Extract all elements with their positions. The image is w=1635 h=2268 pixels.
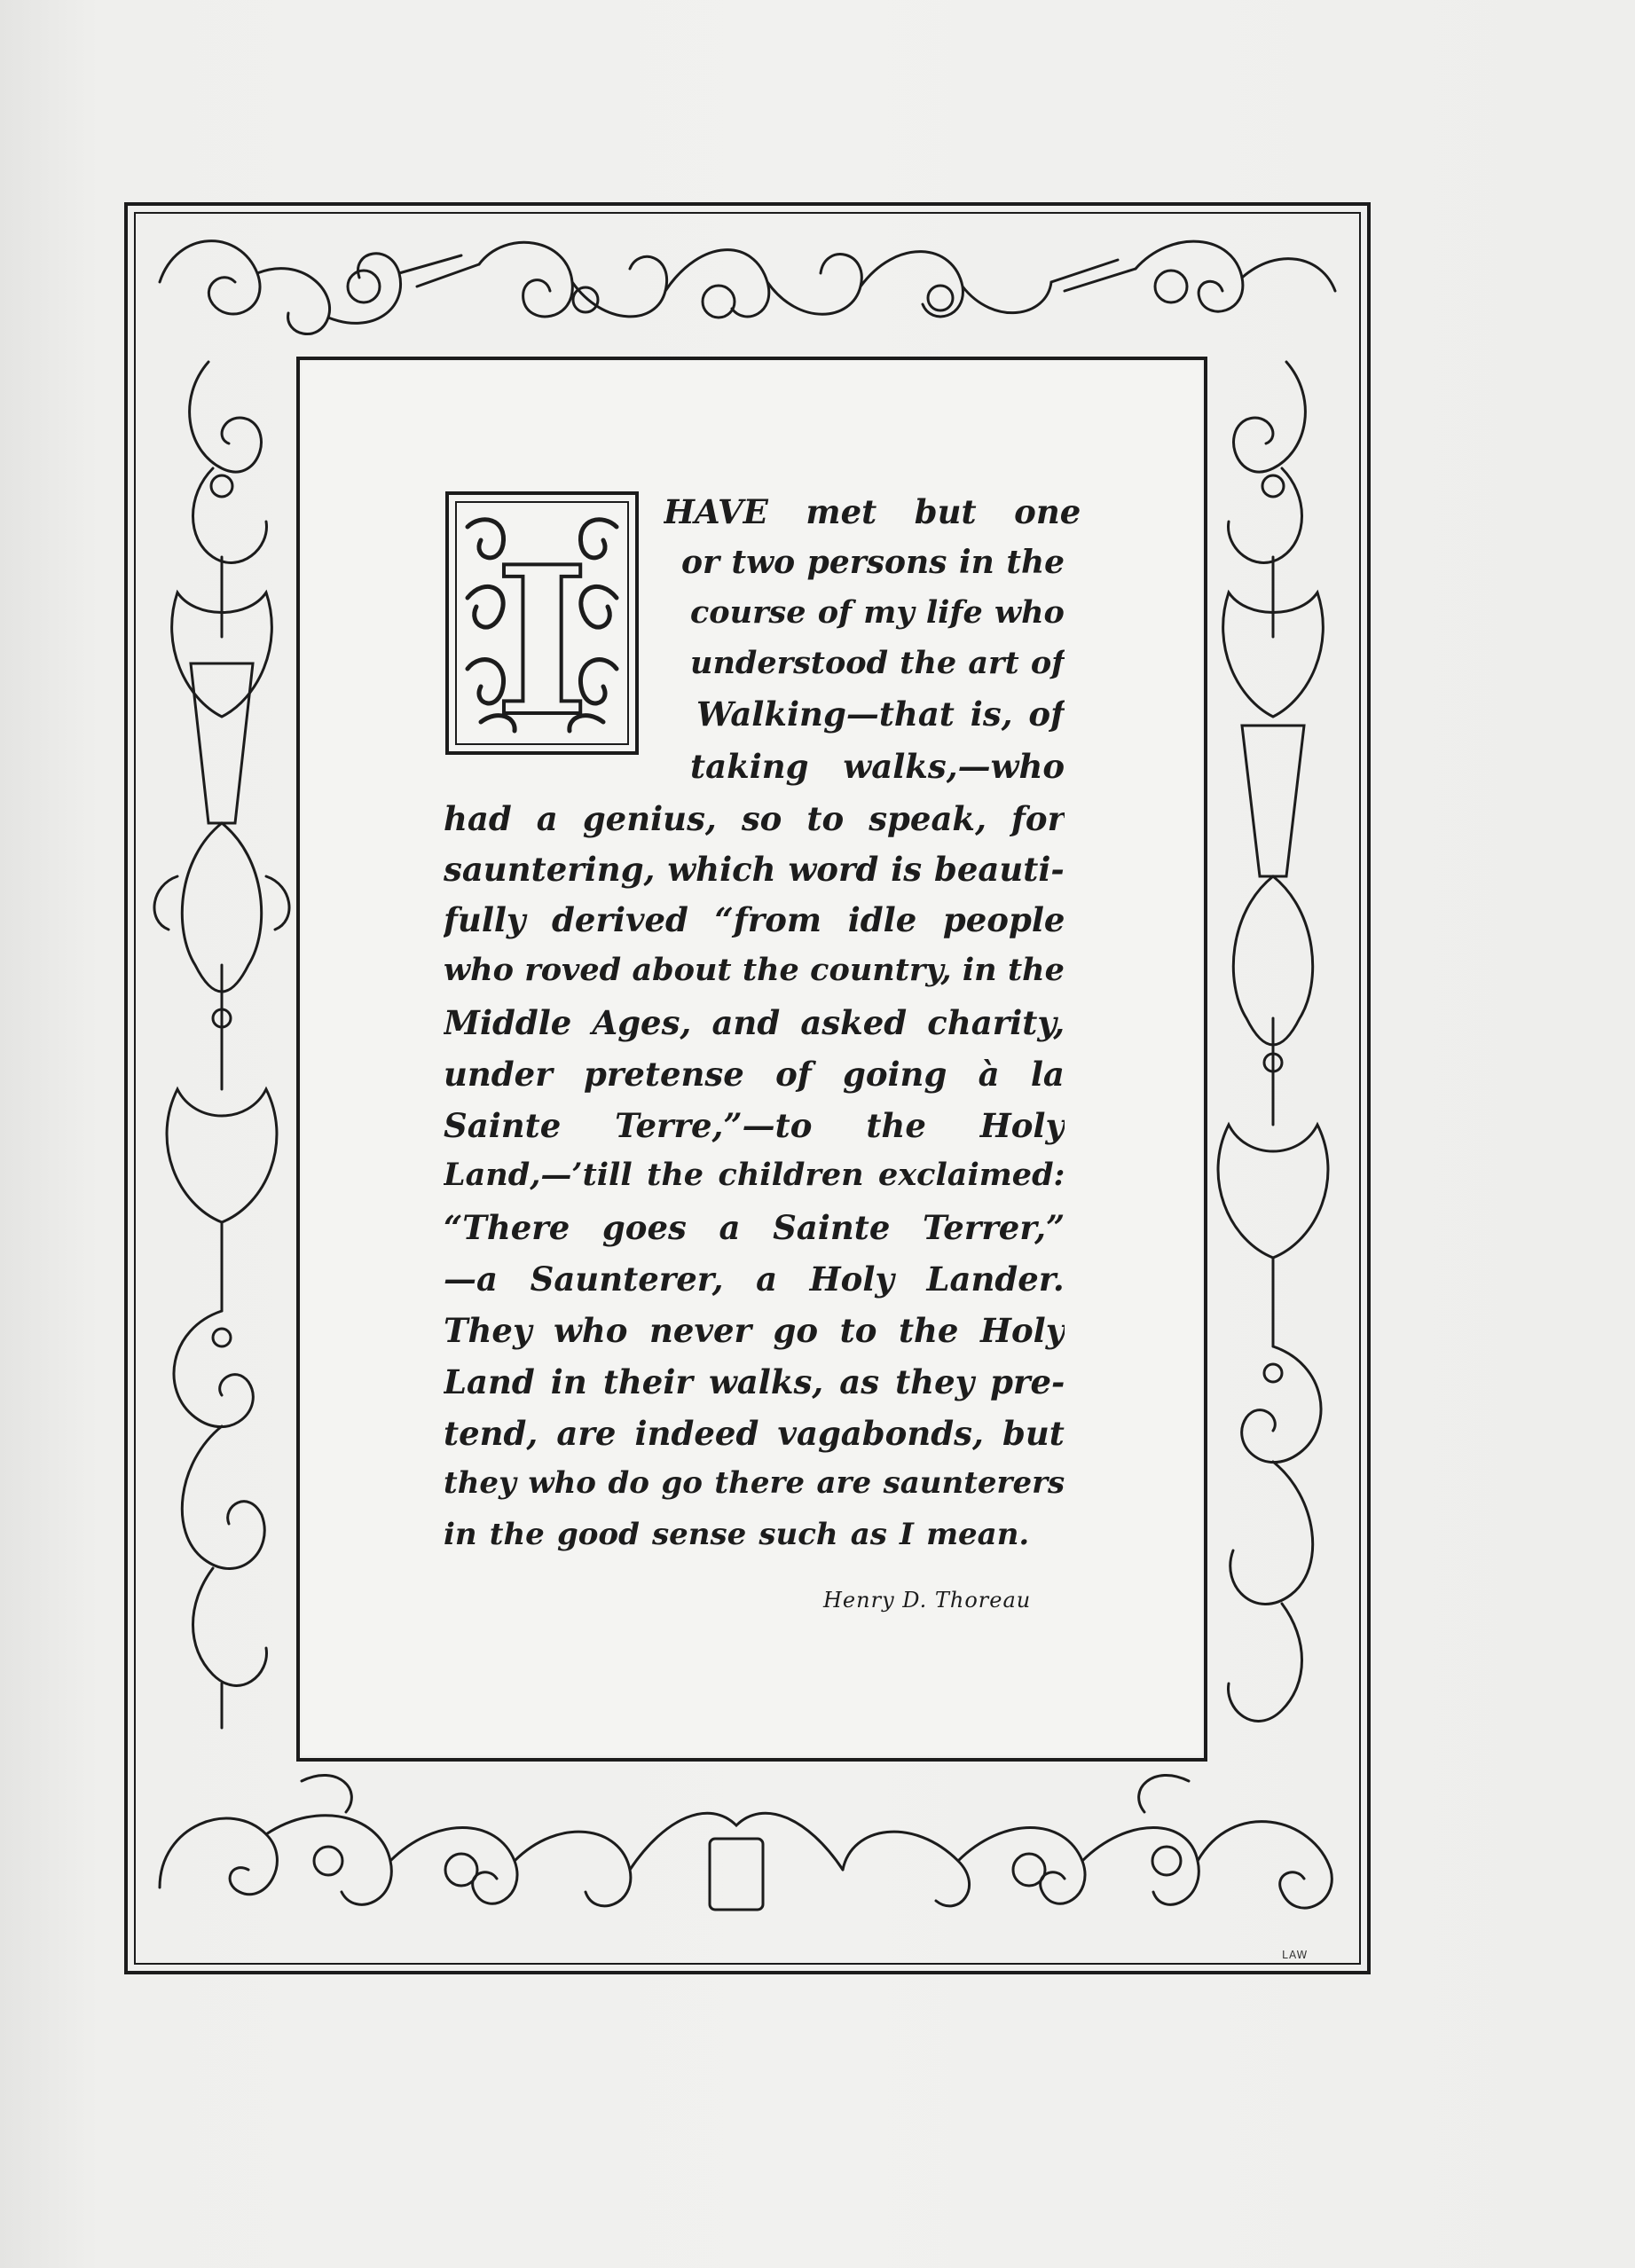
text-line-9: fully derived “from idle people (444, 900, 1065, 939)
text-line-14: Land,—’till the children exclaimed: (444, 1157, 1065, 1193)
text-line-7: had a genius, so to speak, for (444, 799, 1065, 838)
text-line-2: or two persons in the (681, 544, 1065, 581)
text-line-20: they who do go there are saunterers (444, 1465, 1065, 1501)
text-line-16: —a Saunterer, a Holy Lander. (444, 1260, 1065, 1299)
text-line-21: in the good sense such as I mean. (444, 1517, 1029, 1552)
text-line-18: Land in their walks, as they pre- (444, 1362, 1065, 1401)
text-line-10: who roved about the country, in the (444, 952, 1065, 988)
drop-cap-letter: I (494, 522, 590, 755)
text-line-1: HAVE met but one (664, 492, 1081, 531)
text-line-8: sauntering, which word is beauti- (444, 850, 1065, 889)
text-line-17: They who never go to the Holy (444, 1311, 1065, 1350)
text-line-19: tend, are indeed vagabonds, but (444, 1414, 1065, 1453)
artist-mark: LAW (1282, 1949, 1309, 1961)
text-line-3: course of my life who (690, 594, 1065, 631)
text-line-15: “There goes a Sainte Terrer,” (444, 1208, 1065, 1247)
text-line-11: Middle Ages, and asked charity, (444, 1003, 1065, 1042)
text-line-12: under pretense of going à la (444, 1055, 1065, 1094)
text-line-4: understood the art of (690, 645, 1065, 681)
text-line-6: taking walks,—who (690, 747, 1065, 786)
text-line-5: Walking—that is, of (696, 695, 1065, 734)
author-signature: Henry D. Thoreau (823, 1588, 1032, 1613)
text-line-13: Sainte Terre,”—to the Holy (444, 1106, 1065, 1145)
